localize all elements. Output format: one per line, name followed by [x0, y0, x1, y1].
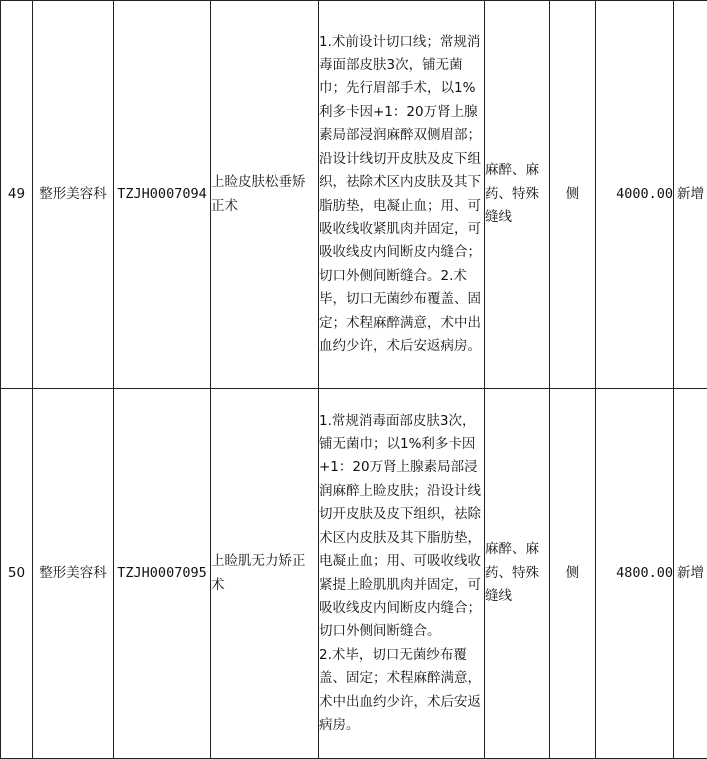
department-cell: 整形美容科	[33, 389, 114, 759]
materials-cell: 麻醉、麻药、特殊缝线	[485, 1, 550, 389]
price-cell: 4000.00	[596, 1, 674, 389]
procedure-description-text: 1.术前设计切口线；常规消毒面部皮肤3次，铺无菌巾；先行眉部手术，以1%利多卡因+1：20万肾上腺素局部浸润麻醉双侧眉部；沿设计线切开皮肤及皮下组织，祛除术区内皮肤及其下脂肪垫，电凝止血；用、可吸收线收紧肌肉并固定，可吸收线皮内间断皮内缝合；切口外侧间断缝合。2.术毕，切口无菌纱布覆盖、固定；术程麻醉满意，术中出血约少许，术后安返病房。	[319, 31, 484, 359]
item-name-cell: 上睑皮肤松垂矫正术	[211, 1, 319, 389]
item-code-cell: TZJH0007094	[114, 1, 211, 389]
materials-cell: 麻醉、麻药、特殊缝线	[485, 389, 550, 759]
procedure-description-text: 2.术毕，切口无菌纱布覆盖、固定；术程麻醉满意，术中出血约少许，术后安返病房。	[319, 644, 484, 738]
row-number: 49	[1, 1, 33, 389]
item-name-cell: 上睑肌无力矫正术	[211, 389, 319, 759]
note-cell: 新增	[674, 1, 707, 389]
unit-cell: 侧	[550, 1, 596, 389]
procedure-description-cell	[319, 1, 485, 389]
procedure-description-text: 1.常规消毒面部皮肤3次，铺无菌巾；以1%利多卡因+1：20万肾上腺素局部浸润麻醉上睑皮肤；沿设计线切开皮肤及皮下组织，祛除术区内皮肤及其下脂肪垫，电凝止血；用、可吸收线收紧提上睑肌肌肉并固定，可吸收线皮内间断皮内缝合；切口外侧间断缝合。	[319, 410, 484, 644]
unit-cell: 侧	[550, 389, 596, 759]
row-number: 50	[1, 389, 33, 759]
procedure-description-cell	[319, 389, 485, 759]
price-cell: 4800.00	[596, 389, 674, 759]
table-row	[1, 389, 707, 759]
note-cell: 新增	[674, 389, 707, 759]
department-cell: 整形美容科	[33, 1, 114, 389]
item-code-cell: TZJH0007095	[114, 389, 211, 759]
table-row	[1, 1, 707, 389]
